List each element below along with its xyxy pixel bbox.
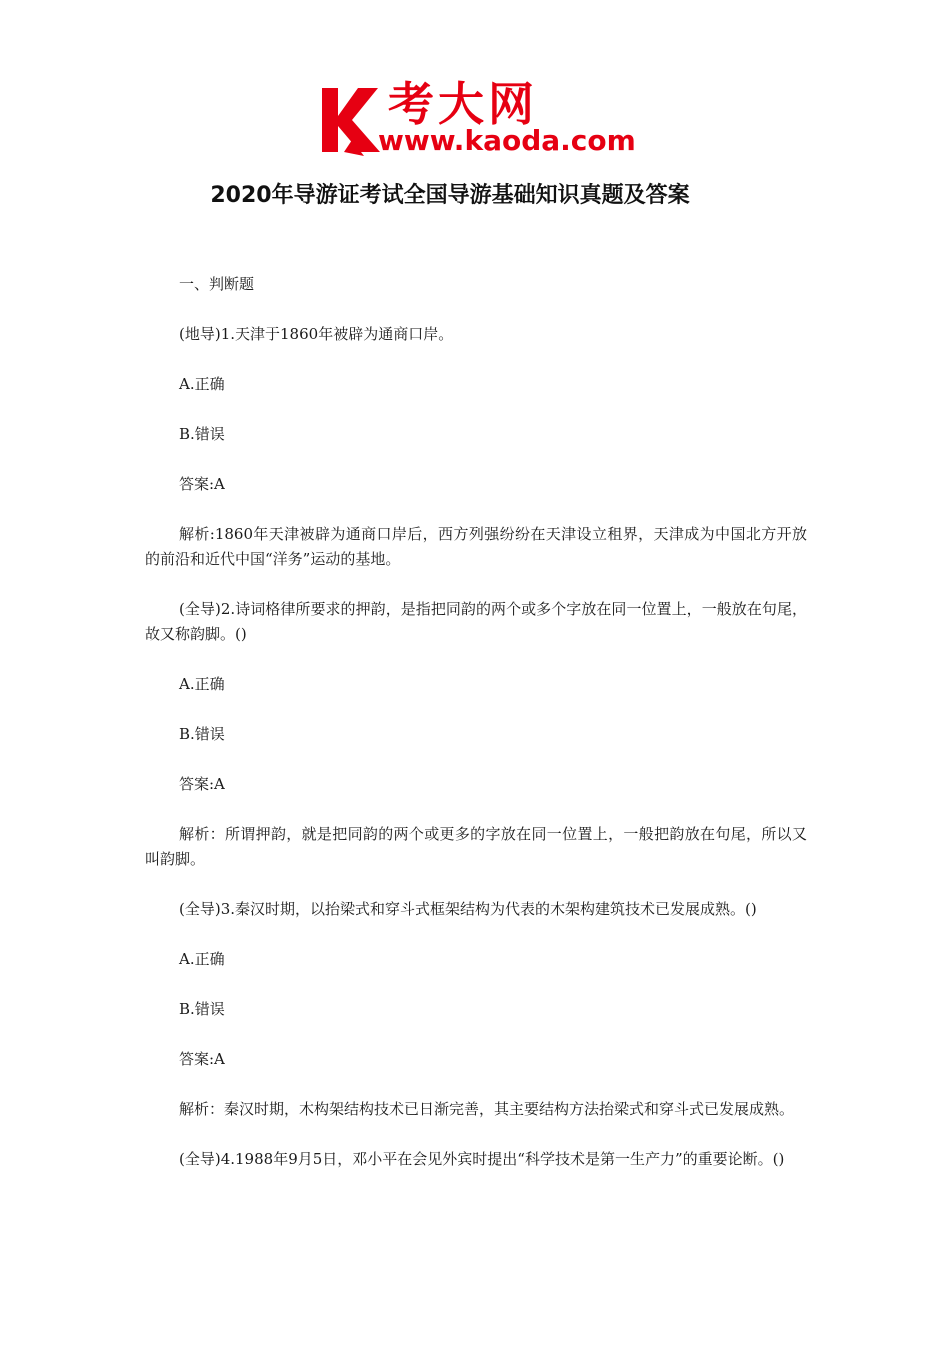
option-b: B.错误 xyxy=(179,1000,225,1018)
question-2: (全导)2.诗词格律所要求的押韵，是指把同韵的两个或多个字放在同一位置上，一般放在句尾，故又称韵脚。() xyxy=(145,600,807,643)
answer: 答案:A xyxy=(179,475,225,493)
option-a: A.正确 xyxy=(179,950,225,968)
explanation: 解析：所谓押韵，就是把同韵的两个或更多的字放在同一位置上，一般把韵放在句尾，所以又叫韵脚。 xyxy=(145,825,807,868)
question-1: (地导)1.天津于1860年被辟为通商口岸。 xyxy=(179,325,454,343)
answer: 答案:A xyxy=(179,775,225,793)
question-4: (全导)4.1988年9月5日，邓小平在会见外宾时提出“科学技术是第一生产力”的重要论断。() xyxy=(179,1150,785,1168)
logo-brand-url: www.kaoda.com xyxy=(378,124,636,157)
explanation: 解析:1860年天津被辟为通商口岸后，西方列强纷纷在天津设立租界，天津成为中国北方开放的前沿和近代中国“洋务”运动的基地。 xyxy=(145,525,807,568)
option-b: B.错误 xyxy=(179,425,225,443)
option-a: A.正确 xyxy=(179,375,225,393)
explanation: 解析：秦汉时期，木构架结构技术已日渐完善，其主要结构方法抬梁式和穿斗式已发展成熟。 xyxy=(179,1100,795,1118)
answer: 答案:A xyxy=(179,1050,225,1068)
document-body xyxy=(145,272,807,1172)
option-b: B.错误 xyxy=(179,725,225,743)
logo-brand-cn: 考大网 xyxy=(388,77,538,131)
kaoda-logo xyxy=(318,77,640,160)
question-3: (全导)3.秦汉时期，以抬梁式和穿斗式框架结构为代表的木架构建筑技术已发展成熟。() xyxy=(179,900,757,918)
document-title: 2020年导游证考试全国导游基础知识真题及答案 xyxy=(210,183,690,208)
section-heading: 一、判断题 xyxy=(179,275,255,293)
option-a: A.正确 xyxy=(179,675,225,693)
